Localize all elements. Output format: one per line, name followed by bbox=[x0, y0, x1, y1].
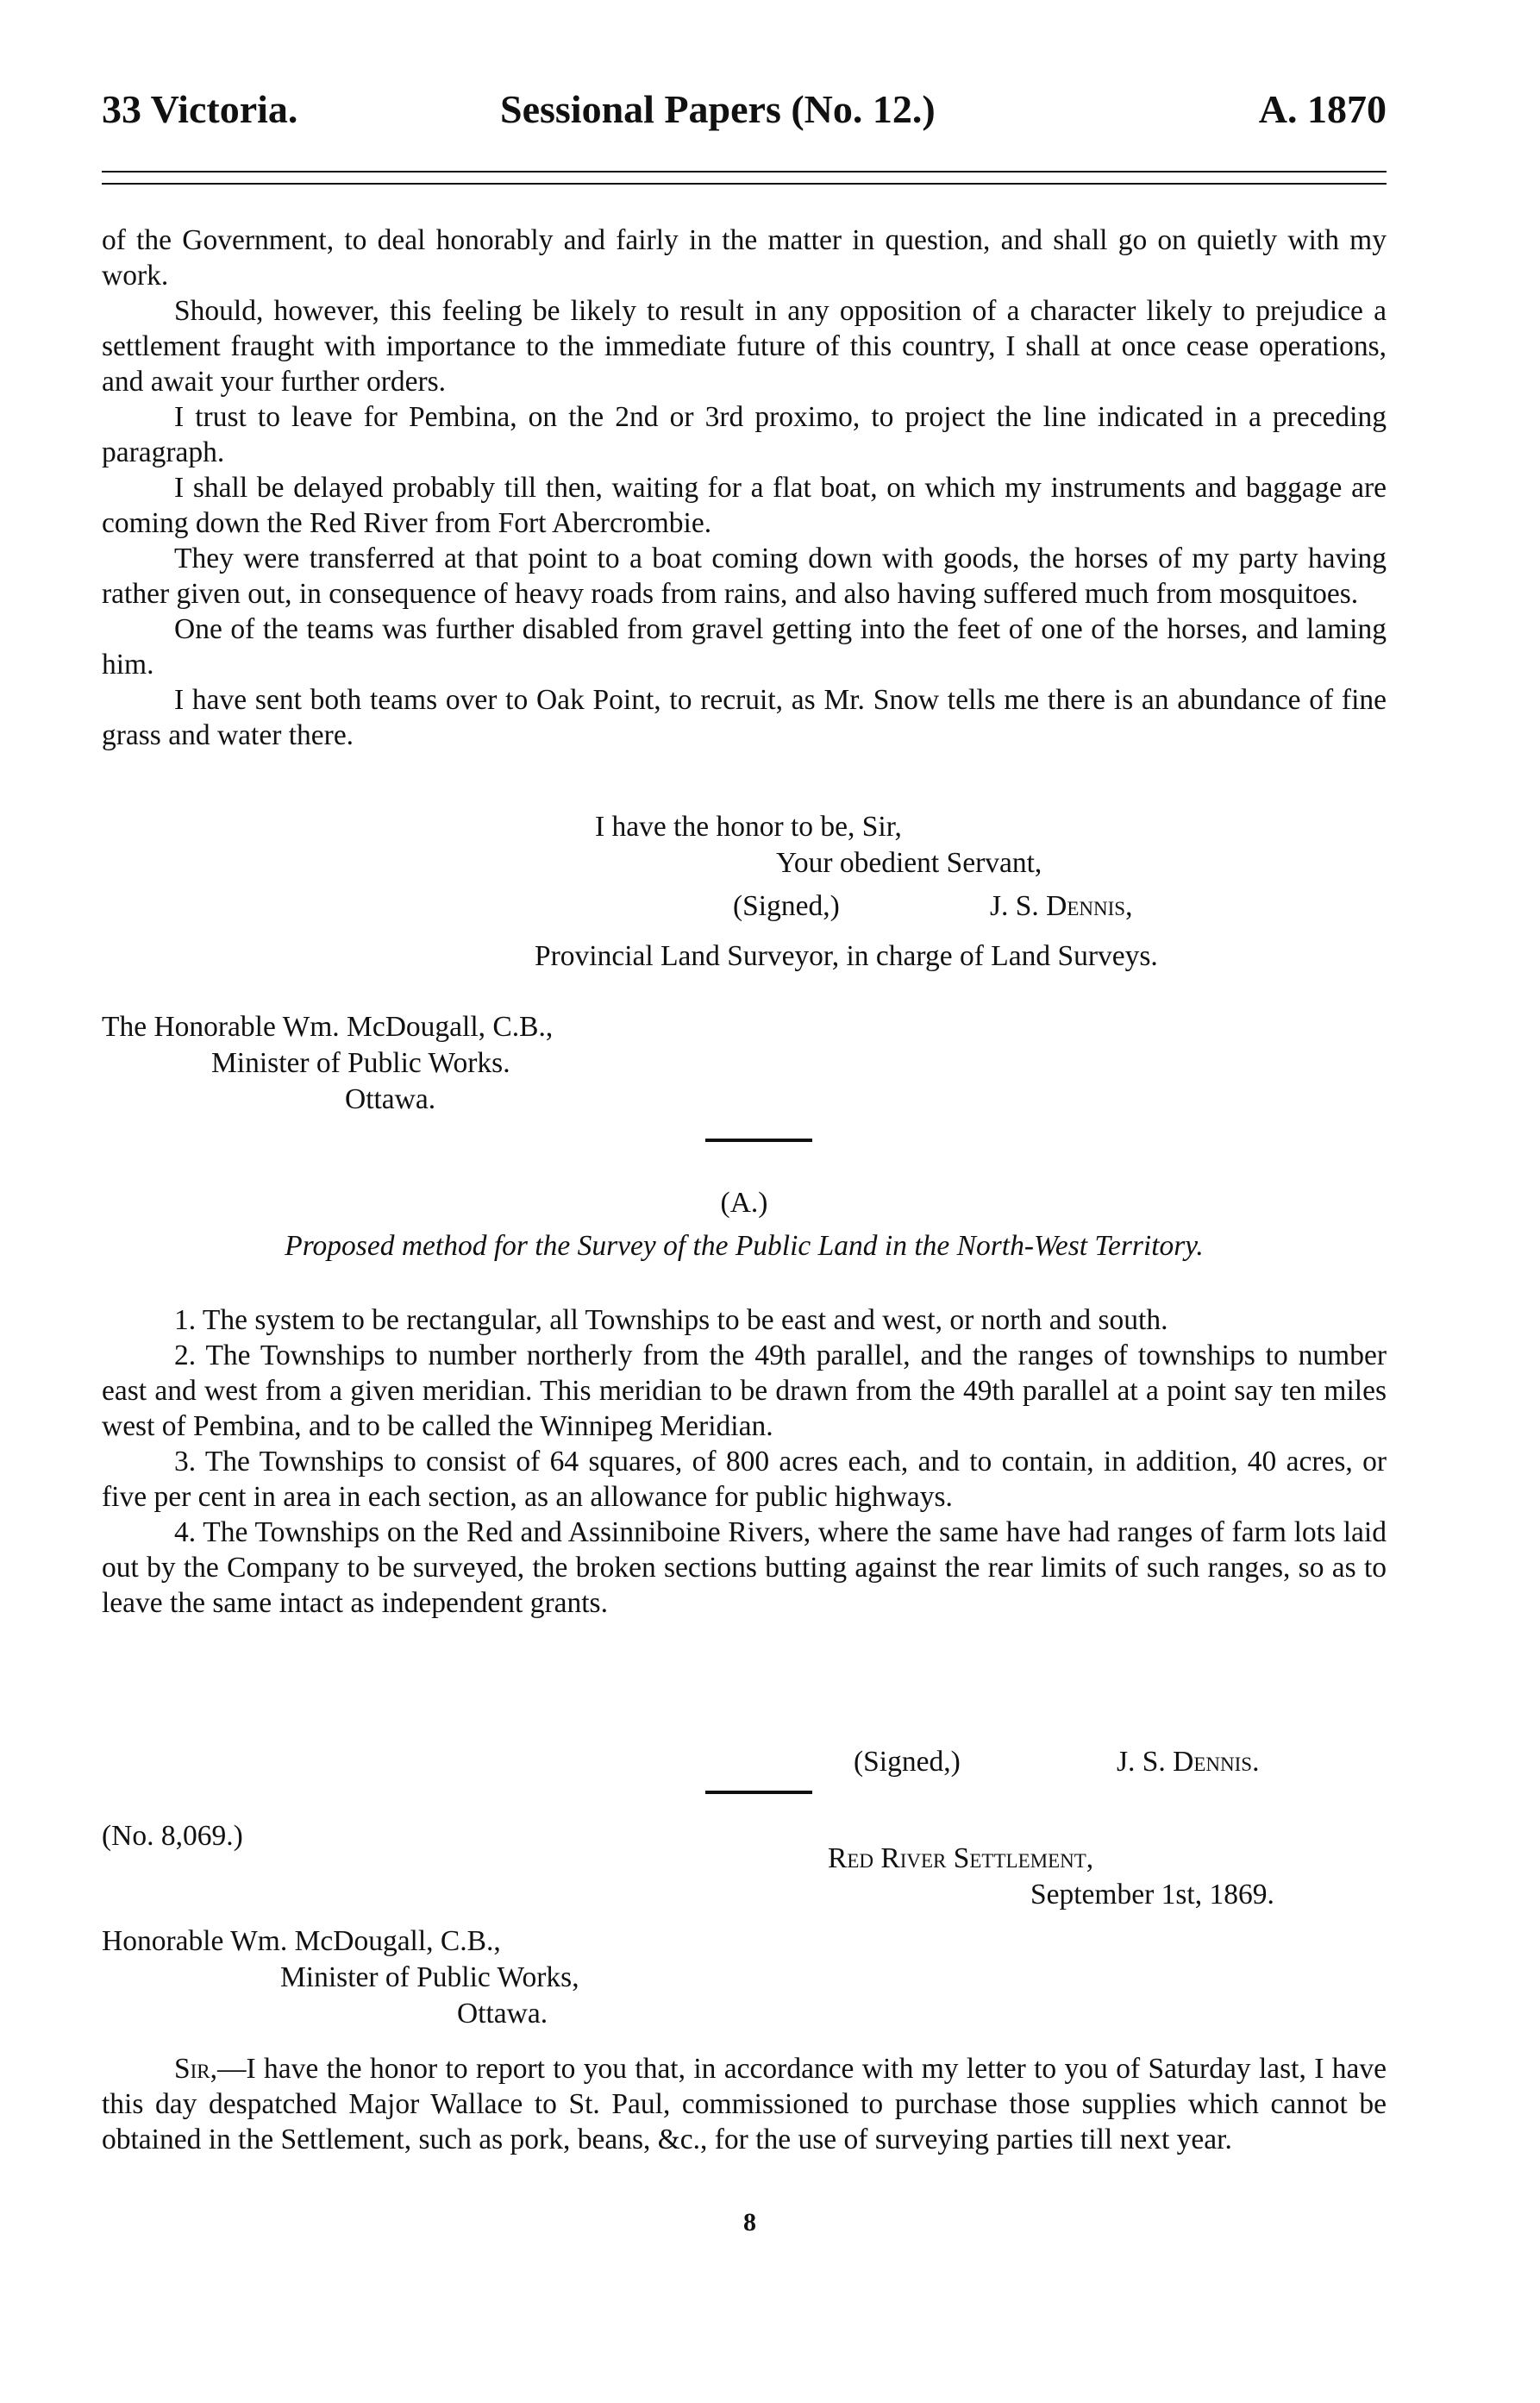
appendix-signer: J. S. Dennis. bbox=[1117, 1746, 1260, 1778]
letter1-paragraph: I have sent both teams over to Oak Point, to recruit, as Mr. Snow tells me there is an abundance of fine grass and water there. bbox=[102, 684, 1387, 751]
letter1-addressee-name: The Honorable Wm. McDougall, C.B., bbox=[102, 1011, 554, 1043]
letter2-body bbox=[102, 2051, 1387, 2157]
letter2-date: September 1st, 1869. bbox=[1030, 1879, 1274, 1910]
letter1-signer-title: Provincial Land Surveyor, in charge of Land Surveys. bbox=[535, 940, 1158, 972]
letter1-addressee-city: Ottawa. bbox=[345, 1083, 436, 1115]
header-session: 33 Victoria. bbox=[102, 87, 298, 131]
appendix-item: 1. The system to be rectangular, all Townships to be east and west, or north and south. bbox=[174, 1304, 1168, 1336]
page-header bbox=[102, 86, 1387, 138]
letter1-signer: J. S. Dennis, bbox=[990, 890, 1133, 922]
appendix-item: 4. The Townships on the Red and Assinniboine Rivers, where the same have had ranges of farm lots laid out by the Company to be surveyed, the broken sections butting against the rear limits of such ranges, so as to leave the same intact as independent grants. bbox=[102, 1516, 1387, 1619]
section-divider bbox=[705, 1139, 812, 1142]
letter1-body bbox=[102, 223, 1387, 753]
section-divider bbox=[705, 1791, 812, 1794]
page-number: 8 bbox=[743, 2208, 756, 2237]
appendix-title: Proposed method for the Survey of the Public Land in the North-West Territory. bbox=[285, 1230, 1204, 1262]
letter2-body-text: —I have the honor to report to you that, in accordance with my letter to you of Saturday last, I have this day despatched Major Wallace to St. Paul, commissioned to purchase those supplies which cannot be obtained in the Settlement, such as pork, beans, &c., for the use of surveying parties till next year. bbox=[102, 2053, 1387, 2155]
appendix-item: 2. The Townships to number northerly from the 49th parallel, and the ranges of townships to number east and west from a given meridian. This meridian to be drawn from the 49th parallel at a point say ten miles west of Pembina, and to be called the Winnipeg Meridian. bbox=[102, 1340, 1387, 1442]
letter1-paragraph: I trust to leave for Pembina, on the 2nd or 3rd proximo, to project the line indicated in a preceding paragraph. bbox=[102, 401, 1387, 468]
appendix-items bbox=[102, 1302, 1387, 1621]
appendix-signed: (Signed,) bbox=[854, 1746, 961, 1778]
letter1-closing: I have the honor to be, Sir, bbox=[595, 811, 902, 843]
letter1-paragraph: Should, however, this feeling be likely to result in any opposition of a character likely to prejudice a settlement fraught with importance to the immediate future of this country, I shall at once cease operations, and await your further orders. bbox=[102, 295, 1387, 398]
letter2-addressee-office: Minister of Public Works, bbox=[280, 1961, 579, 1993]
letter2-addressee-name: Honorable Wm. McDougall, C.B., bbox=[102, 1925, 501, 1957]
letter2-salutation: Sir, bbox=[174, 2053, 218, 2085]
letter2-place: Red River Settlement, bbox=[828, 1842, 1094, 1874]
header-title: Sessional Papers (No. 12.) bbox=[500, 87, 936, 131]
letter1-paragraph: of the Government, to deal honorably and fairly in the matter in question, and shall go on quietly with my work. bbox=[102, 224, 1387, 292]
header-year: A. 1870 bbox=[1258, 87, 1387, 131]
letter2-number: (No. 8,069.) bbox=[102, 1820, 243, 1852]
header-rule-top bbox=[102, 171, 1387, 173]
header-rule-bottom bbox=[102, 183, 1387, 185]
letter1-paragraph: I shall be delayed probably till then, waiting for a flat boat, on which my instruments and baggage are coming down the Red River from Fort Abercrombie. bbox=[102, 472, 1387, 539]
appendix-item: 3. The Townships to consist of 64 squares, of 800 acres each, and to contain, in addition, 40 acres, or five per cent in area in each section, as an allowance for public highways. bbox=[102, 1446, 1387, 1513]
letter1-addressee-office: Minister of Public Works. bbox=[211, 1047, 510, 1079]
letter1-signed: (Signed,) bbox=[733, 890, 840, 922]
letter2-addressee-city: Ottawa. bbox=[457, 1998, 548, 2030]
letter1-paragraph: They were transferred at that point to a boat coming down with goods, the horses of my party having rather given out, in consequence of heavy roads from rains, and also having suffered much from mosquitoes. bbox=[102, 543, 1387, 610]
letter1-paragraph: One of the teams was further disabled from gravel getting into the feet of one of the horses, and laming him. bbox=[102, 613, 1387, 681]
appendix-label: (A.) bbox=[720, 1187, 768, 1219]
letter1-servant: Your obedient Servant, bbox=[776, 847, 1042, 879]
